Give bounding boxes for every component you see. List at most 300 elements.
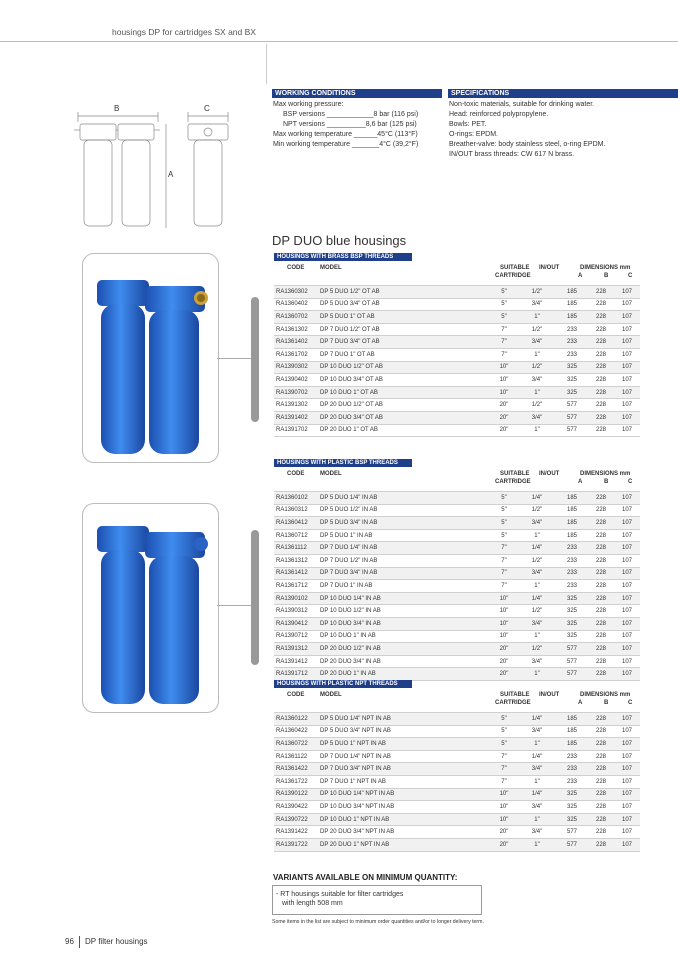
cell-dim-a: 185 xyxy=(556,738,588,751)
cell-dim-a: 233 xyxy=(556,348,588,361)
cell-dim-b: 228 xyxy=(588,801,614,814)
cell-cartridge: 10" xyxy=(490,374,518,387)
section-title: DP DUO blue housings xyxy=(272,233,407,248)
table-plastic-npt xyxy=(274,680,646,852)
cell-inout: 1/2" xyxy=(518,323,556,336)
variants-line-1: - RT housings suitable for filter cartridges xyxy=(276,891,404,898)
cell-cartridge: 5" xyxy=(490,738,518,751)
cell-inout: 1" xyxy=(518,386,556,399)
cell-model: DP 10 DUO 1" NPT IN AB xyxy=(318,813,490,826)
table-row xyxy=(274,592,640,605)
wc-line-5: Min working temperature _______4°C (39,2°F) xyxy=(273,141,419,148)
col-cartridge: CARTRIDGE xyxy=(495,273,531,279)
cell-inout: 1/2" xyxy=(518,554,556,567)
table-row xyxy=(274,286,640,299)
table-row xyxy=(274,801,640,814)
cell-dim-b: 228 xyxy=(588,517,614,530)
col-c: C xyxy=(628,479,633,485)
cell-dim-a: 233 xyxy=(556,567,588,580)
page-header-title: housings DP for cartridges SX and BX xyxy=(112,27,256,37)
cell-code: RA1390422 xyxy=(274,801,318,814)
cell-model: DP 10 DUO 3/4" NPT IN AB xyxy=(318,801,490,814)
cell-dim-c: 107 xyxy=(614,567,640,580)
cell-model: DP 5 DUO 1/2" OT AB xyxy=(318,286,490,299)
cell-model: DP 5 DUO 1/4" NPT IN AB xyxy=(318,713,490,726)
cell-model: DP 7 DUO 1/2" OT AB xyxy=(318,323,490,336)
cell-inout: 1" xyxy=(518,529,556,542)
cell-model: DP 7 DUO 1/2" IN AB xyxy=(318,554,490,567)
cell-dim-c: 107 xyxy=(614,788,640,801)
cell-code: RA1390102 xyxy=(274,592,318,605)
cell-code: RA1360302 xyxy=(274,286,318,299)
cell-dim-a: 577 xyxy=(556,424,588,437)
cell-code: RA1390122 xyxy=(274,788,318,801)
footer-divider xyxy=(79,936,80,948)
cell-cartridge: 10" xyxy=(490,386,518,399)
cell-model: DP 20 DUO 1/2" IN AB xyxy=(318,643,490,656)
cell-dim-a: 577 xyxy=(556,411,588,424)
cell-inout: 1/2" xyxy=(518,605,556,618)
cell-dim-a: 325 xyxy=(556,617,588,630)
col-model: MODEL xyxy=(320,265,342,271)
dimension-c-label: C xyxy=(204,104,210,113)
cell-cartridge: 5" xyxy=(490,286,518,299)
col-suitable: SUITABLE xyxy=(500,692,530,698)
cell-dim-a: 185 xyxy=(556,298,588,311)
cell-dim-a: 577 xyxy=(556,643,588,656)
cell-dim-b: 228 xyxy=(588,336,614,349)
cell-dim-b: 228 xyxy=(588,763,614,776)
cell-code: RA1360722 xyxy=(274,738,318,751)
cell-model: DP 20 DUO 3/4" IN AB xyxy=(318,655,490,668)
cell-code: RA1361412 xyxy=(274,567,318,580)
spec-line-3: Bowls: PET. xyxy=(449,121,487,128)
cell-dim-a: 577 xyxy=(556,668,588,681)
cell-inout: 1/2" xyxy=(518,286,556,299)
cell-code: RA1360102 xyxy=(274,492,318,505)
cell-cartridge: 20" xyxy=(490,668,518,681)
table-row xyxy=(274,580,640,593)
cell-dim-a: 233 xyxy=(556,750,588,763)
cell-cartridge: 10" xyxy=(490,813,518,826)
product-photo-plastic xyxy=(82,503,219,713)
table-plastic-npt-title: HOUSINGS WITH PLASTIC NPT THREADS xyxy=(274,680,412,688)
cell-dim-b: 228 xyxy=(588,567,614,580)
cell-code: RA1390702 xyxy=(274,386,318,399)
cell-inout: 3/4" xyxy=(518,567,556,580)
table-body xyxy=(274,285,640,437)
cell-dim-b: 228 xyxy=(588,630,614,643)
cell-dim-c: 107 xyxy=(614,504,640,517)
cell-cartridge: 10" xyxy=(490,630,518,643)
cell-dim-c: 107 xyxy=(614,655,640,668)
cell-code: RA1391402 xyxy=(274,411,318,424)
cell-inout: 1/4" xyxy=(518,492,556,505)
table-body xyxy=(274,491,640,681)
cell-dim-c: 107 xyxy=(614,411,640,424)
table-row xyxy=(274,298,640,311)
cell-code: RA1360712 xyxy=(274,529,318,542)
housing-dimension-diagram xyxy=(70,100,240,235)
cell-cartridge: 7" xyxy=(490,348,518,361)
page-number: 96 xyxy=(65,937,74,946)
cell-code: RA1390722 xyxy=(274,813,318,826)
cell-dim-a: 325 xyxy=(556,788,588,801)
cell-inout: 3/4" xyxy=(518,336,556,349)
cell-code: RA1360412 xyxy=(274,517,318,530)
table-row xyxy=(274,361,640,374)
cell-cartridge: 7" xyxy=(490,775,518,788)
cell-dim-c: 107 xyxy=(614,750,640,763)
cell-inout: 1/2" xyxy=(518,361,556,374)
cell-dim-a: 325 xyxy=(556,592,588,605)
cell-inout: 1" xyxy=(518,424,556,437)
cell-model: DP 7 DUO 1" NPT IN AB xyxy=(318,775,490,788)
cell-inout: 3/4" xyxy=(518,617,556,630)
cell-code: RA1391312 xyxy=(274,643,318,656)
cell-dim-c: 107 xyxy=(614,801,640,814)
table-row xyxy=(274,554,640,567)
cell-cartridge: 7" xyxy=(490,567,518,580)
table-row xyxy=(274,529,640,542)
table-row xyxy=(274,374,640,387)
col-suitable: SUITABLE xyxy=(500,471,530,477)
cell-model: DP 10 DUO 1/4" NPT IN AB xyxy=(318,788,490,801)
col-model: MODEL xyxy=(320,692,342,698)
table-row xyxy=(274,336,640,349)
cell-inout: 1" xyxy=(518,668,556,681)
cell-dim-a: 185 xyxy=(556,725,588,738)
cell-dim-b: 228 xyxy=(588,504,614,517)
cell-code: RA1391302 xyxy=(274,399,318,412)
cell-dim-c: 107 xyxy=(614,643,640,656)
table-row xyxy=(274,567,640,580)
dimension-a-label: A xyxy=(168,170,174,179)
cell-inout: 3/4" xyxy=(518,763,556,776)
table-row xyxy=(274,826,640,839)
cell-code: RA1391702 xyxy=(274,424,318,437)
cell-dim-a: 185 xyxy=(556,286,588,299)
cell-code: RA1390402 xyxy=(274,374,318,387)
cell-dim-c: 107 xyxy=(614,763,640,776)
cell-dim-c: 107 xyxy=(614,554,640,567)
cell-dim-b: 228 xyxy=(588,592,614,605)
cell-cartridge: 20" xyxy=(490,399,518,412)
table-row xyxy=(274,655,640,668)
cell-dim-b: 228 xyxy=(588,788,614,801)
cell-dim-b: 228 xyxy=(588,348,614,361)
spec-line-5: Breather-valve: body stainless steel, o-ring EPDM. xyxy=(449,141,606,148)
cell-model: DP 7 DUO 1/4" IN AB xyxy=(318,542,490,555)
table-brass-bsp-title: HOUSINGS WITH BRASS BSP THREADS xyxy=(274,253,412,261)
cell-dim-c: 107 xyxy=(614,336,640,349)
cell-code: RA1361302 xyxy=(274,323,318,336)
cell-cartridge: 7" xyxy=(490,542,518,555)
cell-dim-a: 233 xyxy=(556,542,588,555)
cell-dim-c: 107 xyxy=(614,738,640,751)
cell-inout: 3/4" xyxy=(518,801,556,814)
cell-model: DP 5 DUO 1/4" IN AB xyxy=(318,492,490,505)
cell-cartridge: 20" xyxy=(490,838,518,851)
cell-dim-c: 107 xyxy=(614,838,640,851)
blue-housing-pair-brass-image xyxy=(83,254,218,462)
cell-dim-a: 233 xyxy=(556,336,588,349)
variants-line-2: with length 508 mm xyxy=(282,900,343,907)
cell-dim-b: 228 xyxy=(588,542,614,555)
cell-dim-a: 325 xyxy=(556,630,588,643)
cell-model: DP 20 DUO 3/4" NPT IN AB xyxy=(318,826,490,839)
col-model: MODEL xyxy=(320,471,342,477)
cell-cartridge: 5" xyxy=(490,713,518,726)
cell-inout: 3/4" xyxy=(518,411,556,424)
cell-cartridge: 5" xyxy=(490,311,518,324)
cell-dim-c: 107 xyxy=(614,668,640,681)
cell-dim-b: 228 xyxy=(588,492,614,505)
cell-inout: 1" xyxy=(518,775,556,788)
table-body xyxy=(274,712,640,852)
cell-inout: 1" xyxy=(518,580,556,593)
col-inout: IN/OUT xyxy=(539,692,560,698)
cell-cartridge: 7" xyxy=(490,336,518,349)
cell-cartridge: 20" xyxy=(490,655,518,668)
cell-cartridge: 10" xyxy=(490,605,518,618)
product-photo-brass xyxy=(82,253,219,463)
cell-inout: 3/4" xyxy=(518,655,556,668)
table-plastic-bsp xyxy=(274,459,646,681)
cell-code: RA1360402 xyxy=(274,298,318,311)
cell-dim-a: 577 xyxy=(556,826,588,839)
cell-dim-b: 228 xyxy=(588,554,614,567)
cell-dim-a: 325 xyxy=(556,605,588,618)
cell-dim-b: 228 xyxy=(588,725,614,738)
cell-model: DP 5 DUO 1" OT AB xyxy=(318,311,490,324)
cell-inout: 3/4" xyxy=(518,826,556,839)
cell-dim-b: 228 xyxy=(588,750,614,763)
specifications-text xyxy=(449,100,678,160)
table-row xyxy=(274,399,640,412)
col-a: A xyxy=(578,273,583,279)
working-conditions-text xyxy=(273,100,443,150)
cell-cartridge: 7" xyxy=(490,323,518,336)
cell-code: RA1360312 xyxy=(274,504,318,517)
table-row xyxy=(274,492,640,505)
table-row xyxy=(274,411,640,424)
table-row xyxy=(274,323,640,336)
cell-model: DP 20 DUO 1" OT AB xyxy=(318,424,490,437)
cell-code: RA1390302 xyxy=(274,361,318,374)
connector-line-2 xyxy=(217,605,251,606)
cell-dim-b: 228 xyxy=(588,605,614,618)
cell-model: DP 20 DUO 3/4" OT AB xyxy=(318,411,490,424)
cell-inout: 1/4" xyxy=(518,592,556,605)
cell-dim-b: 228 xyxy=(588,668,614,681)
cell-code: RA1390712 xyxy=(274,630,318,643)
spec-line-1: Non-toxic materials, suitable for drinking water. xyxy=(449,101,595,108)
cell-cartridge: 5" xyxy=(490,298,518,311)
cell-dim-c: 107 xyxy=(614,386,640,399)
cell-dim-a: 577 xyxy=(556,399,588,412)
wc-line-2: BSP versions ____________8 bar (116 psi) xyxy=(283,111,419,118)
table-row xyxy=(274,775,640,788)
cell-dim-a: 325 xyxy=(556,374,588,387)
table-row xyxy=(274,788,640,801)
cell-model: DP 20 DUO 1" IN AB xyxy=(318,668,490,681)
table-row xyxy=(274,386,640,399)
header-vertical-divider xyxy=(266,44,267,84)
cell-inout: 1/4" xyxy=(518,750,556,763)
cell-inout: 1" xyxy=(518,311,556,324)
cell-dim-b: 228 xyxy=(588,529,614,542)
spec-line-2: Head: reinforced polypropylene. xyxy=(449,111,549,118)
cell-model: DP 10 DUO 1/2" IN AB xyxy=(318,605,490,618)
table-row xyxy=(274,311,640,324)
variants-title: VARIANTS AVAILABLE ON MINIMUM QUANTITY: xyxy=(273,873,458,882)
spec-line-6: IN/OUT brass threads: CW 617 N brass. xyxy=(449,151,575,158)
cell-model: DP 7 DUO 1" OT AB xyxy=(318,348,490,361)
cell-dim-a: 185 xyxy=(556,504,588,517)
col-suitable: SUITABLE xyxy=(500,265,530,271)
spec-line-4: O-rings: EPDM. xyxy=(449,131,499,138)
cell-cartridge: 10" xyxy=(490,592,518,605)
table-row xyxy=(274,838,640,851)
cell-code: RA1361122 xyxy=(274,750,318,763)
cell-model: DP 10 DUO 1" OT AB xyxy=(318,386,490,399)
cell-cartridge: 5" xyxy=(490,504,518,517)
scroll-indicator-2[interactable] xyxy=(251,530,259,665)
cell-inout: 1" xyxy=(518,738,556,751)
cell-inout: 3/4" xyxy=(518,298,556,311)
cell-dim-a: 185 xyxy=(556,529,588,542)
cell-dim-b: 228 xyxy=(588,738,614,751)
cell-dim-a: 233 xyxy=(556,554,588,567)
col-dimensions: DIMENSIONS mm xyxy=(580,692,631,698)
cell-cartridge: 5" xyxy=(490,492,518,505)
cell-cartridge: 7" xyxy=(490,580,518,593)
cell-cartridge: 20" xyxy=(490,643,518,656)
cell-dim-c: 107 xyxy=(614,348,640,361)
cell-cartridge: 20" xyxy=(490,424,518,437)
cell-dim-c: 107 xyxy=(614,725,640,738)
cell-code: RA1390412 xyxy=(274,617,318,630)
cell-dim-a: 233 xyxy=(556,763,588,776)
col-a: A xyxy=(578,700,583,706)
header-divider xyxy=(0,41,678,42)
cell-model: DP 7 DUO 1" IN AB xyxy=(318,580,490,593)
table-plastic-bsp-title: HOUSINGS WITH PLASTIC BSP THREADS xyxy=(274,459,412,467)
cell-dim-a: 233 xyxy=(556,580,588,593)
cell-code: RA1361422 xyxy=(274,763,318,776)
cell-model: DP 7 DUO 3/4" IN AB xyxy=(318,567,490,580)
cell-dim-c: 107 xyxy=(614,775,640,788)
cell-dim-b: 228 xyxy=(588,424,614,437)
cell-model: DP 10 DUO 1" IN AB xyxy=(318,630,490,643)
table-row xyxy=(274,738,640,751)
cell-dim-c: 107 xyxy=(614,374,640,387)
cell-dim-a: 233 xyxy=(556,323,588,336)
cell-inout: 1/4" xyxy=(518,542,556,555)
cell-model: DP 5 DUO 3/4" OT AB xyxy=(318,298,490,311)
table-row xyxy=(274,668,640,681)
cell-cartridge: 10" xyxy=(490,617,518,630)
table-column-headers xyxy=(274,467,646,491)
cell-cartridge: 7" xyxy=(490,750,518,763)
table-row xyxy=(274,713,640,726)
cell-inout: 1/4" xyxy=(518,788,556,801)
cell-code: RA1390312 xyxy=(274,605,318,618)
cell-dim-c: 107 xyxy=(614,517,640,530)
cell-code: RA1360422 xyxy=(274,725,318,738)
cell-inout: 1" xyxy=(518,838,556,851)
col-a: A xyxy=(578,479,583,485)
cell-inout: 1/2" xyxy=(518,643,556,656)
cell-dim-a: 325 xyxy=(556,801,588,814)
col-code: CODE xyxy=(287,265,305,271)
cell-dim-b: 228 xyxy=(588,580,614,593)
cell-code: RA1391422 xyxy=(274,826,318,839)
cell-dim-c: 107 xyxy=(614,617,640,630)
cell-dim-b: 228 xyxy=(588,775,614,788)
cell-dim-b: 228 xyxy=(588,323,614,336)
cell-inout: 3/4" xyxy=(518,374,556,387)
cell-dim-a: 325 xyxy=(556,386,588,399)
dimension-drawing xyxy=(70,100,240,235)
cell-inout: 1/4" xyxy=(518,713,556,726)
cell-dim-b: 228 xyxy=(588,386,614,399)
cell-dim-a: 577 xyxy=(556,655,588,668)
cell-dim-b: 228 xyxy=(588,655,614,668)
col-b: B xyxy=(604,700,609,706)
connector-line-1 xyxy=(217,358,251,359)
cell-dim-b: 228 xyxy=(588,643,614,656)
cell-dim-c: 107 xyxy=(614,399,640,412)
cell-dim-b: 228 xyxy=(588,411,614,424)
cell-cartridge: 10" xyxy=(490,788,518,801)
scroll-indicator-1[interactable] xyxy=(251,297,259,422)
table-row xyxy=(274,725,640,738)
blue-housing-pair-plastic-image xyxy=(83,504,218,712)
variants-box xyxy=(272,885,482,915)
footer-section: DP filter housings xyxy=(85,937,148,946)
cell-dim-c: 107 xyxy=(614,286,640,299)
cell-cartridge: 7" xyxy=(490,554,518,567)
cell-model: DP 5 DUO 1/2" IN AB xyxy=(318,504,490,517)
cell-model: DP 5 DUO 3/4" NPT IN AB xyxy=(318,725,490,738)
cell-dim-b: 228 xyxy=(588,813,614,826)
cell-dim-c: 107 xyxy=(614,529,640,542)
table-row xyxy=(274,517,640,530)
table-brass-bsp xyxy=(274,253,646,437)
cell-code: RA1361402 xyxy=(274,336,318,349)
cell-model: DP 20 DUO 1" NPT IN AB xyxy=(318,838,490,851)
col-c: C xyxy=(628,273,633,279)
table-row xyxy=(274,763,640,776)
table-row xyxy=(274,643,640,656)
cell-code: RA1391712 xyxy=(274,668,318,681)
cell-dim-b: 228 xyxy=(588,826,614,839)
cell-dim-a: 577 xyxy=(556,838,588,851)
cell-dim-b: 228 xyxy=(588,286,614,299)
cell-model: DP 5 DUO 3/4" IN AB xyxy=(318,517,490,530)
col-cartridge: CARTRIDGE xyxy=(495,479,531,485)
cell-dim-a: 185 xyxy=(556,492,588,505)
cell-dim-a: 185 xyxy=(556,517,588,530)
cell-cartridge: 5" xyxy=(490,725,518,738)
cell-cartridge: 10" xyxy=(490,361,518,374)
cell-dim-c: 107 xyxy=(614,298,640,311)
cell-inout: 3/4" xyxy=(518,517,556,530)
cell-dim-c: 107 xyxy=(614,361,640,374)
cell-model: DP 7 DUO 3/4" OT AB xyxy=(318,336,490,349)
